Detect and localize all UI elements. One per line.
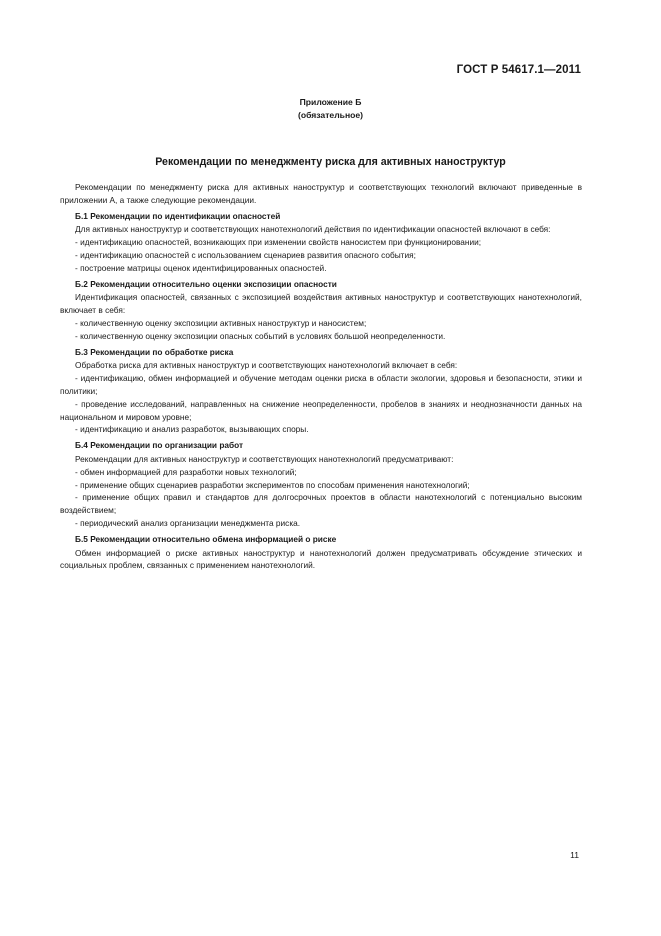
page-number: 11 — [570, 850, 579, 860]
list-item: - количественную оценку экспозиции опасных событий в условиях большой неопределенности. — [75, 330, 446, 341]
list-item: - периодический анализ организации менеджмента риска. — [75, 517, 301, 528]
list-item: - идентификацию, обмен информацией и обучение методам оценки риска в области экологии, здоровья и безопасности, этики и политики; — [60, 373, 582, 396]
section-heading: Б.2 Рекомендации относительно оценки экспозиции опасности — [75, 278, 337, 289]
section-heading: Б.1 Рекомендации по идентификации опасностей — [75, 210, 281, 221]
paragraph: Для активных наноструктур и соответствующих нанотехнологий действия по идентификации опасностей включают в себя: — [75, 224, 551, 235]
annex-status: (обязательное) — [297, 110, 364, 120]
list-item: - применение общих сценариев разработки экспериментов по способам применения нанотехнологий; — [75, 479, 470, 490]
paragraph: Рекомендации для активных наноструктур и соответствующих нанотехнологий предусматривают: — [75, 453, 454, 464]
page-title: Рекомендации по менеджменту риска для активных наноструктур — [155, 156, 506, 168]
annex-heading — [0, 96, 661, 122]
intro-paragraph: Рекомендации по менеджменту риска для активных наноструктур и соответствующих технологий включают приведенные в приложении А, а также следующие рекомендации. — [60, 182, 582, 205]
paragraph: Обмен информацией о риске активных наноструктур и нанотехнологий должен предусматривать обсуждение этических и социальных проблем, связанных с применением нанотехнологий. — [60, 547, 582, 571]
list-item: - обмен информацией для разработки новых технологий; — [75, 466, 297, 477]
list-item: - проведение исследований, направленных на снижение неопределенности, пробелов в знаниях и неоднозначности данных на национальном и мировом уровне; — [60, 398, 582, 422]
list-item: - количественную оценку экспозиции активных наноструктур и наносистем; — [75, 317, 367, 328]
list-item: - идентификацию опасностей с использованием сценариев развития опасного события; — [75, 249, 416, 260]
list-item: - применение общих правил и стандартов для долгосрочных проектов в области нанотехнологий с потенциально высоким воздействием; — [60, 492, 582, 516]
paragraph: Идентификация опасностей, связанных с экспозицией воздействия активных наноструктур и соответствующих нанотехнологий, включает в себя: — [60, 292, 582, 316]
list-item: - идентификацию и анализ разработок, вызывающих споры. — [75, 424, 309, 435]
section-heading: Б.3 Рекомендации по обработке риска — [75, 346, 234, 357]
annex-label: Приложение Б — [299, 97, 362, 107]
section-heading: Б.4 Рекомендации по организации работ — [75, 440, 244, 451]
paragraph: Обработка риска для активных наноструктур и соответствующих нанотехнологий включает в себя: — [75, 360, 458, 371]
section-heading: Б.5 Рекомендации относительно обмена информацией о риске — [75, 533, 337, 544]
document-body — [60, 181, 582, 572]
list-item: - построение матрицы оценок идентифицированных опасностей. — [75, 262, 327, 273]
standard-number: ГОСТ Р 54617.1—2011 — [456, 64, 581, 76]
list-item: - идентификацию опасностей, возникающих при изменении свойств наносистем при функционировании; — [75, 237, 482, 248]
